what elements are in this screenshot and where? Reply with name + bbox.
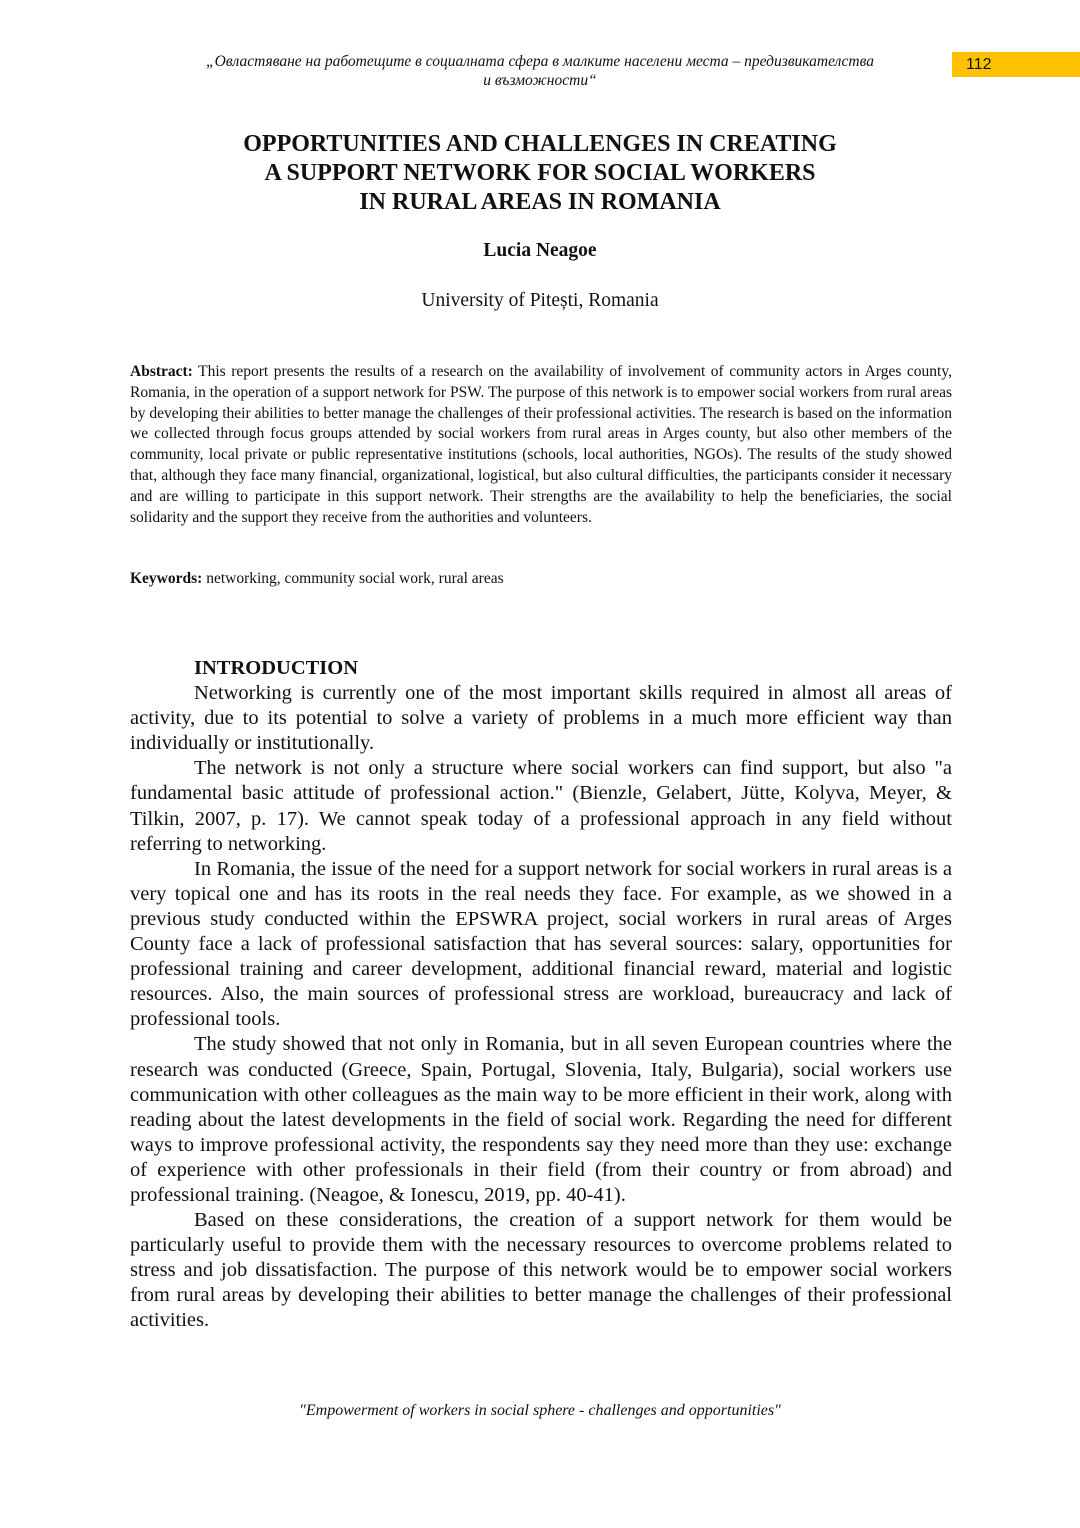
introduction-heading: INTRODUCTION xyxy=(194,657,359,679)
title-line1: OPPORTUNITIES AND CHALLENGES IN CREATING xyxy=(243,131,837,157)
keywords-label: Keywords: xyxy=(130,570,203,587)
running-header xyxy=(130,52,950,90)
abstract-text: This report presents the results of a research on the availability of involvement of community actors in Arges county, Romania, in the operation of a support network for PSW. The purpose of this network is to empower social workers from rural areas by developing their abilities to better manage the challenges of their professional activities. The research is based on the information we collected through focus groups attended by social workers from rural areas in Arges county, but also other members of the community, local private or public representative institutions (schools, local authorities, NGOs). The results of the study showed that, although they face many financial, organizational, logistical, but also cultural difficulties, the participants consider it necessary and are willing to participate in this support network. Their strengths are the availability to help the beneficiaries, the social solidarity and the support they receive from the authorities and volunteers. xyxy=(130,363,952,526)
paper-title xyxy=(130,130,950,217)
introduction-section xyxy=(130,656,952,1334)
abstract xyxy=(130,362,952,528)
intro-paragraph: In Romania, the issue of the need for a support network for social workers in rural areas is a very topical one and has its roots in the real needs they face. For example, as we showed in a previous study conducted within the EPSWRA project, social workers in rural areas of Arges County face a lack of professional satisfaction that has several sources: salary, opportunities for professional training and career development, additional financial reward, material and logistic resources. Also, the main sources of professional stress are workload, bureaucracy and lack of professional tools. xyxy=(130,857,952,1031)
abstract-label: Abstract: xyxy=(130,363,193,380)
title-line2: A SUPPORT NETWORK FOR SOCIAL WORKERS xyxy=(264,160,816,186)
running-footer: "Empowerment of workers in social sphere - challenges and opportunities" xyxy=(299,1402,781,1419)
running-title-line2: и възможности“ xyxy=(483,72,597,89)
running-title-line1: „Овластяване на работещите в социалната сфера в малките населени места – предизвикателства xyxy=(206,53,874,70)
title-line3: IN RURAL AREAS IN ROMANIA xyxy=(359,189,721,215)
author-affiliation: University of Pitești, Romania xyxy=(421,290,659,311)
intro-paragraph: Networking is currently one of the most important skills required in almost all areas of activity, due to its potential to solve a variety of problems in a much more efficient way than individually or institutionally. xyxy=(130,682,952,755)
intro-paragraph: Based on these considerations, the creation of a support network for them would be particularly useful to provide them with the necessary resources to overcome problems related to stress and job dissatisfaction. The purpose of this network would be to empower social workers from rural areas by developing their abilities to better manage the challenges of their professional activities. xyxy=(130,1209,952,1332)
intro-paragraph: The study showed that not only in Romania, but in all seven European countries where the research was conducted (Greece, Spain, Portugal, Slovenia, Italy, Bulgaria), social workers use communication with other colleagues as the main way to be more efficient in their work, along with reading about the latest developments in the field of social work. Regarding the need for different ways to improve professional activity, the respondents say they need more than they use: exchange of experience with other professionals in their field (from their country or from abroad) and professional training. (Neagoe, & Ionescu, 2019, pp. 40-41). xyxy=(130,1033,952,1206)
author-name: Lucia Neagoe xyxy=(483,240,597,261)
intro-paragraph: The network is not only a structure where social workers can find support, but also "a fundamental basic attitude of professional action." (Bienzle, Gelabert, Jütte, Kolyva, Meyer, & Tilkin, 2007, p. 17). We cannot speak today of a professional approach in any field without referring to networking. xyxy=(130,757,952,855)
page-number-badge: 112 xyxy=(952,52,1080,77)
keywords-text: networking, community social work, rural areas xyxy=(206,570,504,587)
keywords xyxy=(130,569,952,590)
